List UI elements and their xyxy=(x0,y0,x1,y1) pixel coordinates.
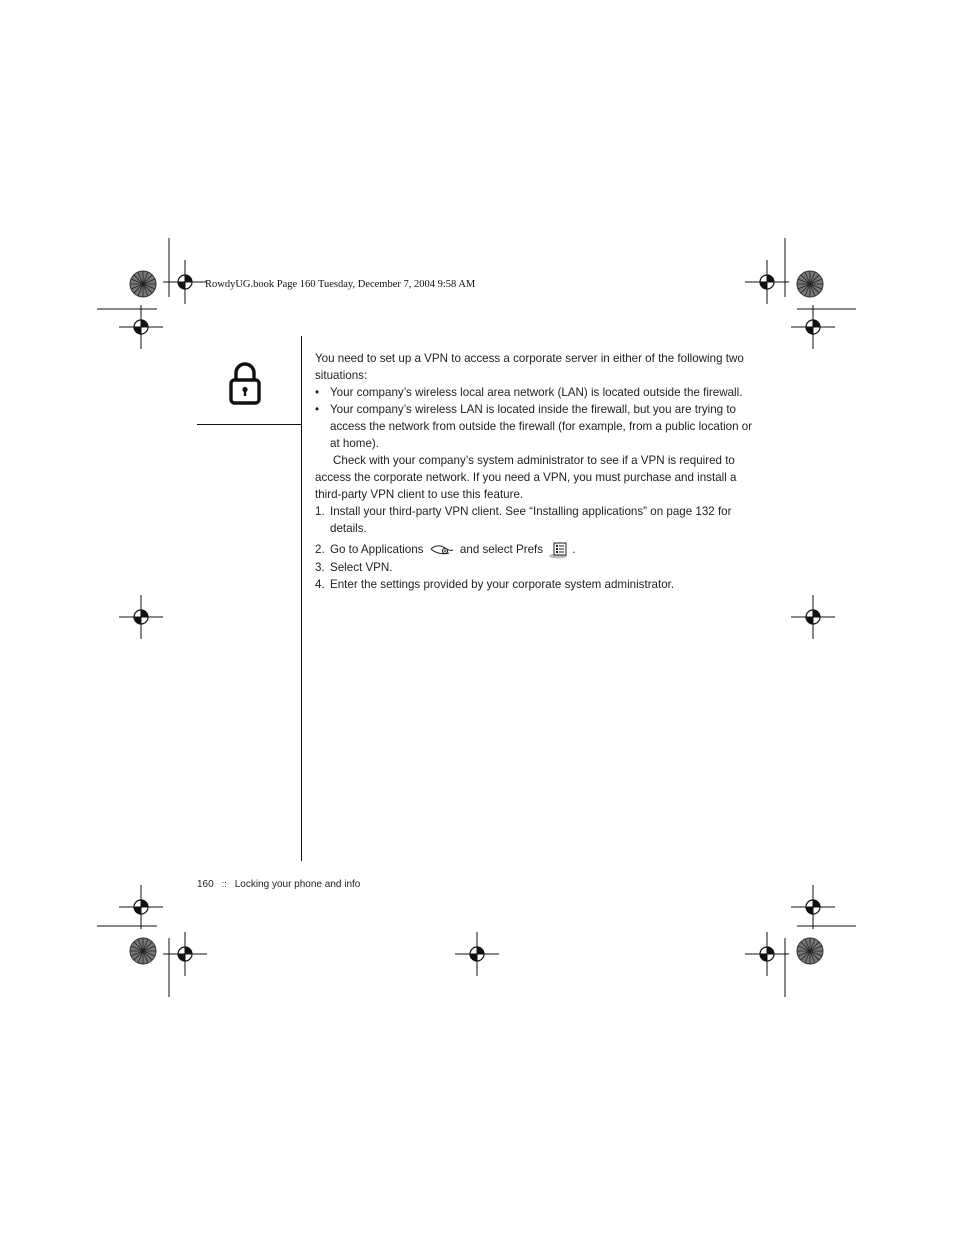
step-text-before: Go to Applications xyxy=(330,543,424,557)
intro-paragraph: You need to set up a VPN to access a corporate server in either of the following two situations: xyxy=(315,352,744,382)
bullet-symbol: • xyxy=(315,403,320,416)
bullet-text: Your company’s wireless LAN is located inside the firewall, but you are trying to access the network from outside the firewall (for example, from a public location or at home). xyxy=(330,403,753,450)
margin-horizontal-rule xyxy=(197,424,301,425)
main-content xyxy=(315,350,760,593)
page-footer xyxy=(197,879,360,890)
step-number: 1. xyxy=(315,505,325,518)
bullet-symbol: • xyxy=(315,386,320,399)
step-text: Install your third-party VPN client. See “Installing applications” on page 132 for details. xyxy=(330,505,732,535)
footer-section-title: Locking your phone and info xyxy=(234,879,361,890)
print-header: RowdyUG.book Page 160 Tuesday, December 7, 2004 9:58 AM xyxy=(205,279,476,290)
bullet-item xyxy=(315,384,760,401)
lock-icon xyxy=(228,362,262,406)
step-text-after: . xyxy=(572,543,576,557)
bullet-text: Your company’s wireless local area network (LAN) is located outside the firewall. xyxy=(330,386,743,399)
step-item xyxy=(315,576,760,593)
applications-icon xyxy=(429,544,455,556)
step-item xyxy=(315,541,760,559)
page-number: 160 xyxy=(197,879,214,890)
step-item xyxy=(315,503,760,537)
bullet-item xyxy=(315,401,760,452)
footer-separator: :: xyxy=(221,879,227,889)
step-number: 2. xyxy=(315,543,325,556)
step-item xyxy=(315,559,760,576)
step-text-middle: and select Prefs xyxy=(459,543,544,557)
prefs-icon xyxy=(548,541,570,559)
note-paragraph: Check with your company’s system administrator to see if a VPN is required to access the corporate network. If you need a VPN, you must purchase and install a third-party VPN client to use this feature. xyxy=(315,454,737,501)
margin-vertical-rule xyxy=(301,336,302,861)
step-text: Enter the settings provided by your corporate system administrator. xyxy=(330,578,675,591)
step-text: Select VPN. xyxy=(330,561,393,574)
step-number: 4. xyxy=(315,578,325,591)
step-number: 3. xyxy=(315,561,325,574)
